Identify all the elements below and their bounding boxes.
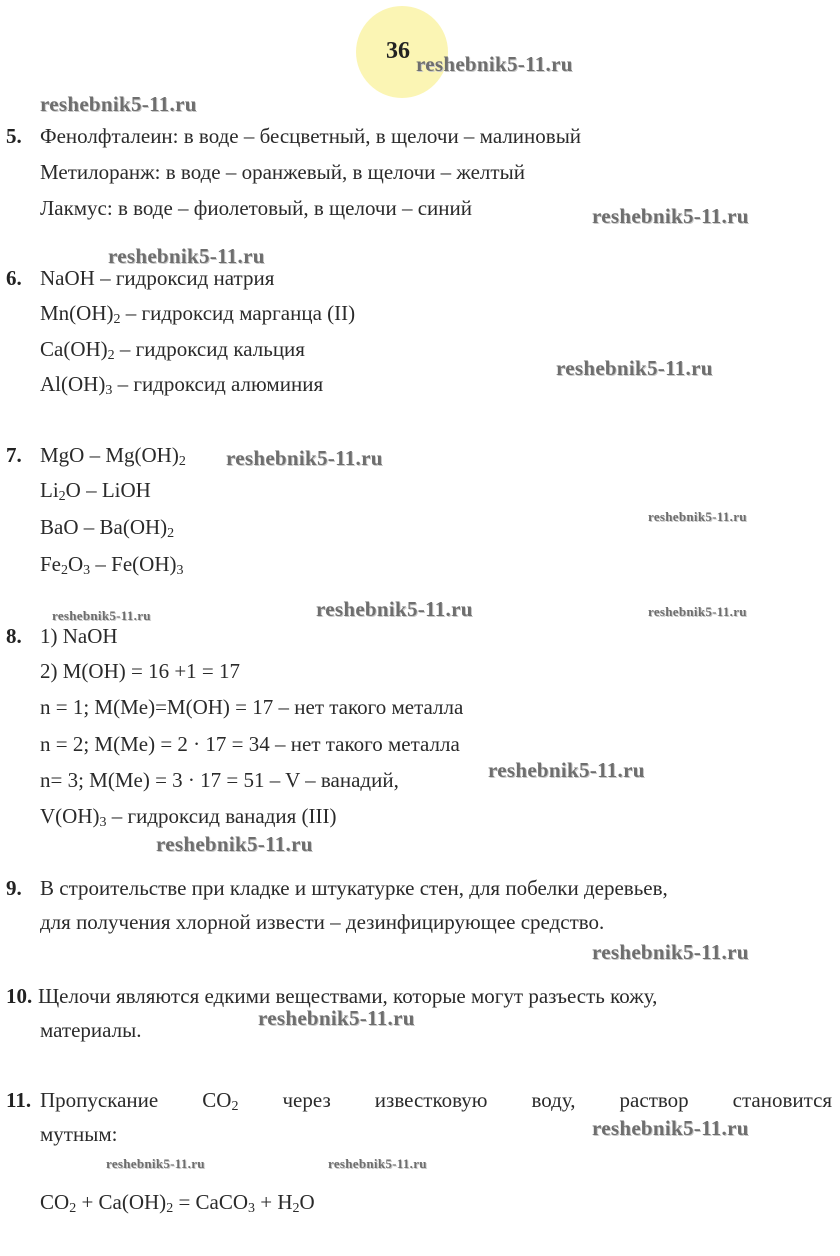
watermark: reshebnik5-11.ru (106, 1156, 205, 1171)
watermark: reshebnik5-11.ru (488, 758, 645, 782)
question-8-number: 8. (6, 624, 22, 648)
q9-line-2: для получения хлорной извести – дезинфицирующее средство. (40, 910, 605, 934)
q11-line-1: Пропускание $CO_2$ через известковую воду, раствор становится (40, 1088, 833, 1114)
q7-line-1: MgO – $Mg(OH)_2$ (40, 443, 186, 469)
q5-line-1: Фенолфталеин: в воде – бесцветный, в щелочи – малиновый (40, 124, 582, 148)
page-number: 36 (386, 38, 410, 64)
watermark: reshebnik5-11.ru (52, 608, 151, 623)
q6-line-3: $Ca(OH)_2$ – гидроксид кальция (40, 337, 305, 363)
question-11-number: 11. (6, 1088, 32, 1112)
watermark: reshebnik5-11.ru (258, 1006, 415, 1030)
q11-line-2: мутным: (40, 1122, 118, 1146)
question-7-number: 7. (6, 443, 22, 467)
q8-line-2: 2) M(OH) = 16 +1 = 17 (40, 659, 241, 683)
watermark: reshebnik5-11.ru (226, 446, 383, 470)
watermark: reshebnik5-11.ru (316, 597, 473, 621)
q8-line-6: $V(OH)_3$ – гидроксид ванадия (III) (40, 804, 337, 830)
q7-line-3: BaO – $Ba(OH)_2$ (40, 515, 175, 541)
watermark: reshebnik5-11.ru (592, 1116, 749, 1140)
watermark: reshebnik5-11.ru (648, 604, 747, 619)
q8-line-1: 1) NaOH (40, 624, 118, 648)
q5-line-2: Метилоранж: в воде – оранжевый, в щелочи – желтый (40, 160, 525, 184)
question-9-number: 9. (6, 876, 22, 900)
watermark: reshebnik5-11.ru (592, 204, 749, 228)
watermark: reshebnik5-11.ru (40, 92, 197, 116)
question-10-number: 10. (6, 984, 33, 1008)
question-6-number: 6. (6, 266, 22, 290)
q11-equation: $CO_2 + Ca(OH)_2$ = CaCO$_3$ + $H_2O$ (40, 1190, 315, 1216)
watermark: reshebnik5-11.ru (328, 1156, 427, 1171)
q8-line-3: n = 1; M(Me)=M(OH) = 17 – нет такого металла (40, 695, 464, 719)
q5-line-3: Лакмус: в воде – фиолетовый, в щелочи – синий (40, 196, 472, 220)
watermark: reshebnik5-11.ru (156, 832, 313, 856)
question-5-number: 5. (6, 124, 22, 148)
q6-line-4: $Al(OH)_3$ – гидроксид алюминия (40, 372, 324, 398)
q6-line-2: $Mn(OH)_2$ – гидроксид марганца (II) (40, 301, 356, 327)
q10-line-1: Щелочи являются едкими веществами, которые могут разъесть кожу, (38, 984, 658, 1008)
watermark: reshebnik5-11.ru (648, 509, 747, 524)
watermark: reshebnik5-11.ru (416, 52, 573, 76)
q8-line-5: n= 3; M(Me) = 3 · 17 = 51 – V – ванадий, (40, 768, 399, 792)
watermark: reshebnik5-11.ru (592, 940, 749, 964)
watermark: reshebnik5-11.ru (556, 356, 713, 380)
q10-line-2: материалы. (40, 1018, 142, 1042)
watermark: reshebnik5-11.ru (108, 244, 265, 268)
q7-line-4: $Fe_2O_3 - Fe(OH)_3$ (40, 552, 184, 578)
q9-line-1: В строительстве при кладке и штукатурке стен, для побелки деревьев, (40, 876, 668, 900)
q7-line-2: $Li_2O$ – LiOH (40, 478, 151, 504)
q8-line-4: n = 2; M(Me) = 2 · 17 = 34 – нет такого металла (40, 732, 460, 756)
q6-line-1: NaOH – гидроксид натрия (40, 266, 275, 290)
